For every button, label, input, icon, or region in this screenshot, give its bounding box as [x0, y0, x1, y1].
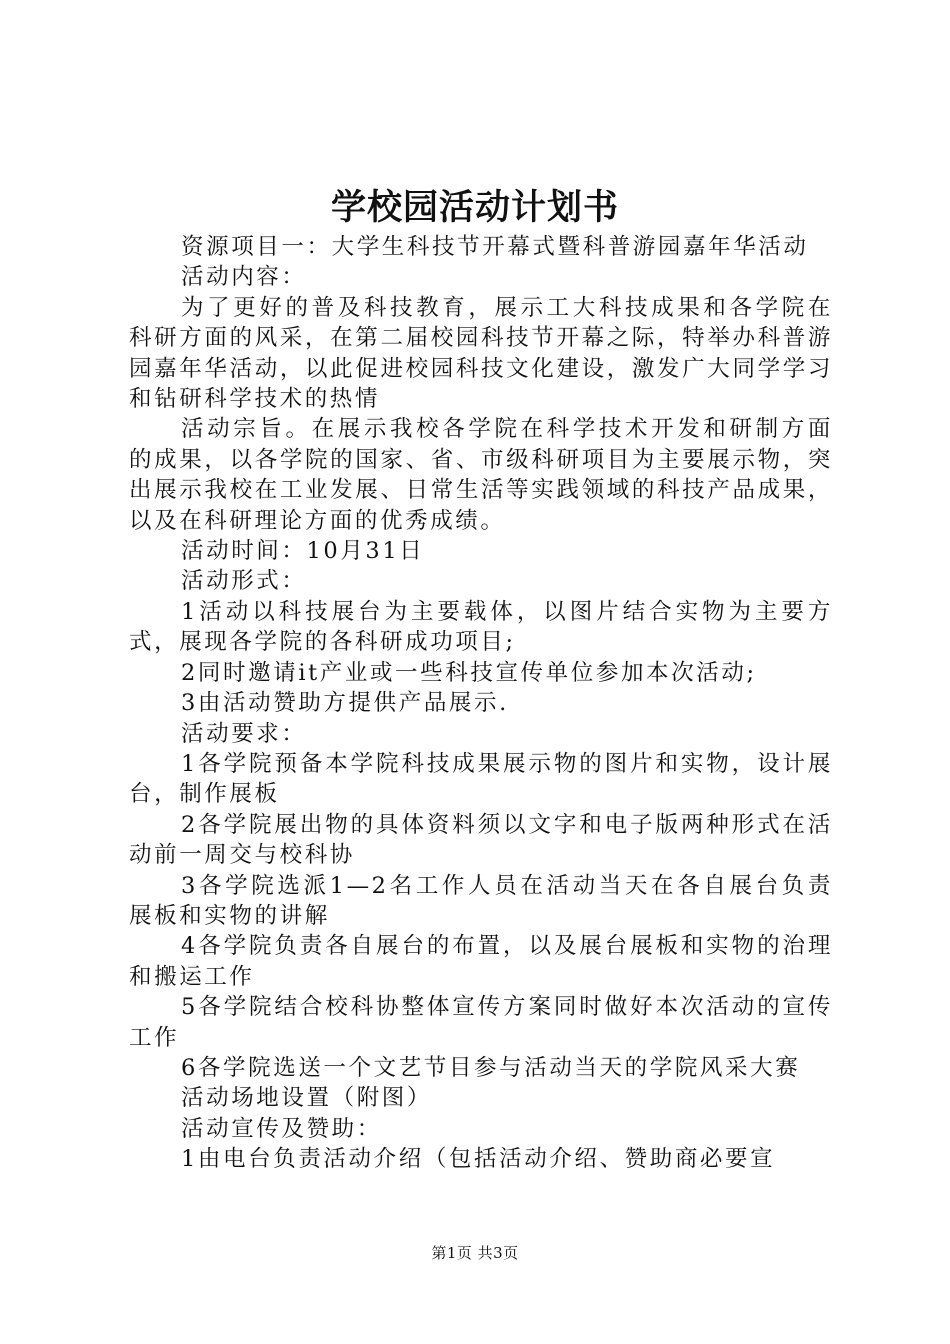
document-body	[129, 232, 833, 1175]
paragraph: 3各学院选派1—2名工作人员在活动当天在各自展台负责展板和实物的讲解	[129, 872, 833, 929]
paragraph: 活动宣传及赞助：	[181, 1115, 382, 1142]
paragraph: 1活动以科技展台为主要载体，以图片结合实物为主要方式，展现各学院的各科研成功项目;	[129, 598, 833, 656]
paragraph: 为了更好的普及科技教育，展示工大科技成果和各学院在科研方面的风采，在第二届校园科技节开幕之际，特举办科普游园嘉年华活动，以此促进校园科技文化建设，激发广大同学学习和钻研科学技术的热情	[129, 294, 833, 413]
paragraph: 2各学院展出物的具体资料须以文字和电子版两种形式在活动前一周交与校科协	[129, 811, 833, 869]
paragraph: 活动要求：	[181, 720, 307, 747]
paragraph: 1由电台负责活动介绍（包括活动介绍、赞助商必要宣	[181, 1146, 776, 1173]
paragraph: 6各学院选送一个文艺节目参与活动当天的学院风采大赛	[181, 1054, 801, 1081]
page-footer: 第1页 共3页	[431, 1244, 519, 1262]
paragraph: 活动内容：	[181, 264, 307, 291]
paragraph: 2同时邀请it产业或一些科技宣传单位参加本次活动;	[181, 659, 757, 686]
paragraph: 活动时间：10月31日	[181, 538, 425, 565]
paragraph: 活动场地设置（附图）	[181, 1085, 433, 1112]
paragraph: 5各学院结合校科协整体宣传方案同时做好本次活动的宣传工作	[129, 994, 833, 1051]
paragraph: 1各学院预备本学院科技成果展示物的图片和实物，设计展台，制作展板	[129, 750, 833, 808]
paragraph: 4各学院负责各自展台的布置，以及展台展板和实物的治理和搬运工作	[129, 933, 833, 990]
paragraph: 活动形式：	[181, 568, 307, 595]
paragraph: 3由活动赞助方提供产品展示.	[181, 690, 509, 717]
paragraph: 资源项目一：大学生科技节开幕式暨科普游园嘉年华活动	[181, 234, 809, 260]
document-title: 学校园活动计划书	[330, 187, 619, 228]
paragraph: 活动宗旨。在展示我校各学院在科学技术开发和研制方面的成果，以各学院的国家、省、市级科研项目为主要展示物，突出展示我校在工业发展、日常生活等实践领域的科技产品成果，以及在科研理论方面的优秀成绩。	[129, 416, 833, 534]
